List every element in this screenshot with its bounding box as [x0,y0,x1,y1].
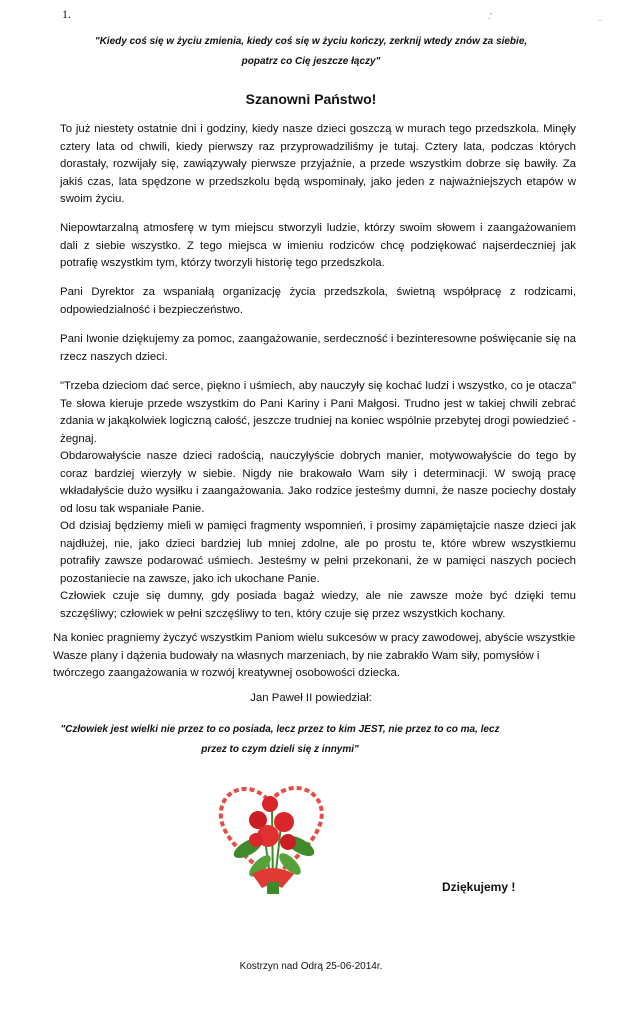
motto-line: "Kiedy coś się w życiu zmienia, kiedy coś się w życiu kończy, zerknij wtedy znów za siebie, [94,36,528,47]
quote-intro: Jan Paweł II powiedział: [250,692,372,704]
paragraph: "Trzeba dzieciom dać serce, piękno i uśmiech, aby nauczyły się kochać ludzi i wszystko, co je otacza" Te słowa kieruje przede wszystkim do Pani Kariny i Pani Małgosi. Trudno jest w takiej chwili zebrać zdania w jakąkolwiek logiczną całość, jeszcze trudniej na koniec wspólnie przebytej drogi powiedzieć - żegnaj. [60,380,576,445]
rose-bouquet-image [212,778,332,896]
long-paragraph-block [60,378,576,623]
scan-mark: .' [488,12,492,21]
rose [249,833,263,847]
rose [274,812,294,832]
paragraph: Pani Dyrektor za wspaniałą organizację życia przedszkola, świetną współpracę z rodzicami, odpowiedzialność i bezpieczeństwo. [60,286,576,316]
paragraph: Pani Iwonie dziękujemy za pomoc, zaangażowanie, serdeczność i bezinteresowne poświęcanie się na rzecz naszych dzieci. [60,333,576,363]
motto [60,32,562,72]
quote [58,720,502,760]
place-and-date: Kostrzyn nad Odrą 25-06-2014r. [239,961,383,972]
paragraph: Człowiek czuje się dumny, gdy posiada bagaż wiedzy, ale nie zawsze może być dzięki temu szczęśliwy; człowiek w pełni szczęśliwy to ten, który czuje się przez wszystkich kochany. [60,590,576,620]
scan-mark: .. [598,16,602,23]
rose [280,834,296,850]
thanks-text: Dziękujemy ! [442,880,516,894]
closing-paragraph: Na koniec pragniemy życzyć wszystkim Paniom wielu sukcesów w pracy zawodowej, abyście wszystkie Wasze plany i dążenia budowały na własnych marzeniach, by nie zabrakło Wam siły, pomysłów i twórczego zaangażowania w rozwój kreatywnej osobowości dziecka. [53,632,576,679]
rose [262,796,278,812]
paragraph: Niepowtarzalną atmosferę w tym miejscu stworzyli ludzie, którzy swoim słowem i zaangażowaniem dali z siebie wszystko. Z tego miejsca w imieniu rodziców chcę podziękować najserdeczniej jak potrafię wszystkim tym, którzy tworzyli historię tego przedszkola. [60,222,576,269]
quote-line: "Człowiek jest wielki nie przez to co posiada, lecz przez to kim JEST, nie przez to co ma, lecz [60,724,500,735]
stem-base [267,882,279,894]
letter-heading: Szanowni Państwo! [245,91,377,107]
quote-line: przez to czym dzieli się z innymi" [201,744,359,755]
page-number: 1. [62,7,71,21]
paragraph: Od dzisiaj będziemy mieli w pamięci fragmenty wspomnień, i prosimy zapamiętajcie nasze dzieci jak najdłużej, nie, jako dzieci bardziej lub mniej zdolne, ale po prostu te, które wbrew wszystkiemu potrafiły zawsze podarować uśmiech. Jesteśmy w pełni przekonani, że w pamięci naszych pociech pozostaniecie na zawsze, jako ich ukochane Panie. [60,520,576,585]
paragraph: To już niestety ostatnie dni i godziny, kiedy nasze dzieci goszczą w murach tego przedszkola. Minęły cztery lata od chwili, kiedy pierwszy raz przyprowadziliśmy je tutaj. Cztery lata, podczas których dorastały, rozwijały się, zawiązywały pierwsze przyjaźnie, a przede wszystkim dobrze się bawiły. Za jakiś czas, lata spędzone w przedszkolu będą wspominały, jako jeden z najważniejszych etapów w swoim życiu. [60,123,576,205]
paragraph: Obdarowałyście nasze dzieci radością, nauczyłyście dobrych manier, motywowałyście do tego by coraz bardziej wierzyły w siebie. Nigdy nie brakowało Wam siły i determinacji. W swoją pracę wkładałyście dużo wysiłku i zaangażowania. Jako rodzice jesteśmy dumni, że nasze pociechy dostały od losu tak wspaniałe Panie. [60,450,576,515]
motto-line: popatrz co Cię jeszcze łączy" [241,56,381,67]
